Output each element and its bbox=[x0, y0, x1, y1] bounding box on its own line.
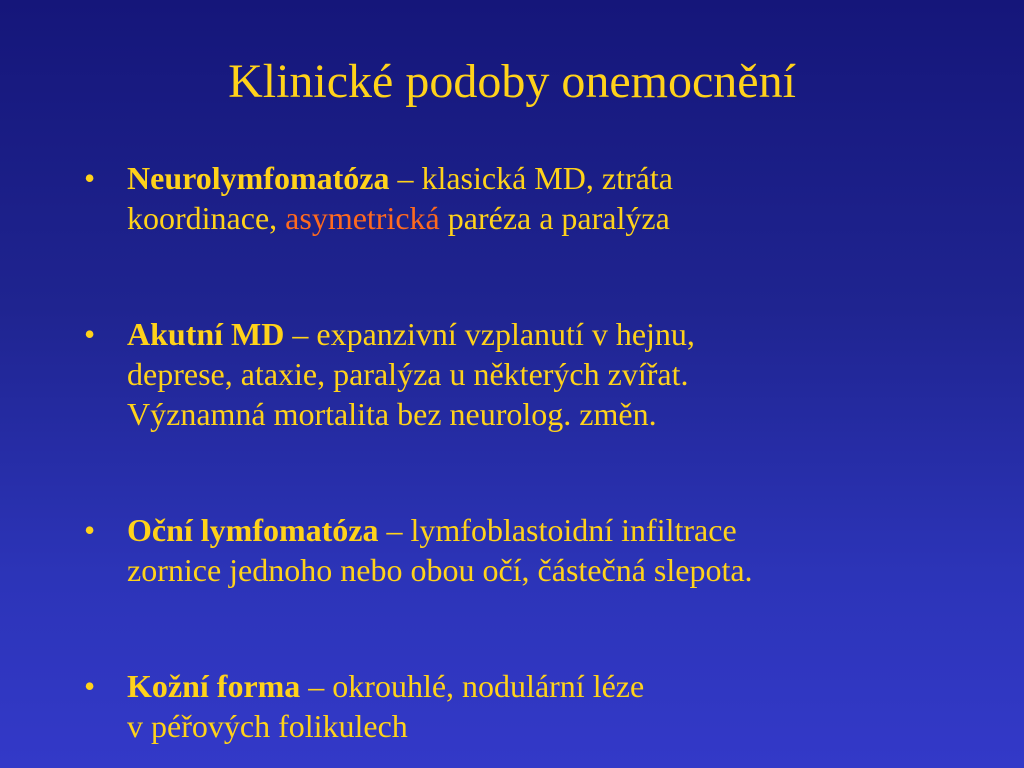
bullet-text: – lymfoblastoidní infiltrace bbox=[378, 512, 737, 548]
bullet-item-neurolymfomatoza bbox=[84, 158, 944, 238]
bullet-text: v péřových folikulech bbox=[127, 708, 408, 744]
bullet-term: Akutní MD bbox=[127, 316, 285, 352]
bullet-item-kozni-forma bbox=[84, 666, 944, 746]
bullet-text: zornice jednoho nebo obou očí, částečná slepota. bbox=[127, 552, 753, 588]
bullet-text: Významná mortalita bez neurolog. změn. bbox=[127, 396, 657, 432]
bullet-text: – okrouhlé, nodulární léze bbox=[300, 668, 645, 704]
bullet-text: – expanzivní vzplanutí v hejnu, bbox=[284, 316, 695, 352]
slide-title: Klinické podoby onemocnění bbox=[228, 55, 796, 108]
bullet-term: Kožní forma bbox=[127, 668, 301, 704]
bullet-text: koordinace, bbox=[127, 200, 286, 236]
bullet-text: deprese, ataxie, paralýza u některých zvířat. bbox=[127, 356, 689, 392]
bullet-term: Oční lymfomatóza bbox=[127, 512, 379, 548]
bullet-marker: • bbox=[84, 316, 96, 352]
bullet-highlight: asymetrická bbox=[285, 200, 440, 236]
bullet-marker: • bbox=[84, 512, 96, 548]
bullet-text: – klasická MD, ztráta bbox=[389, 160, 673, 196]
bullet-marker: • bbox=[84, 160, 96, 196]
bullet-marker: • bbox=[84, 668, 96, 704]
bullet-text: paréza a paralýza bbox=[439, 200, 670, 236]
bullet-term: Neurolymfomatóza bbox=[127, 160, 390, 196]
bullet-item-ocni-lymfomatoza bbox=[84, 510, 944, 590]
bullet-item-akutni-md bbox=[84, 314, 944, 434]
bullet-list bbox=[84, 158, 944, 746]
